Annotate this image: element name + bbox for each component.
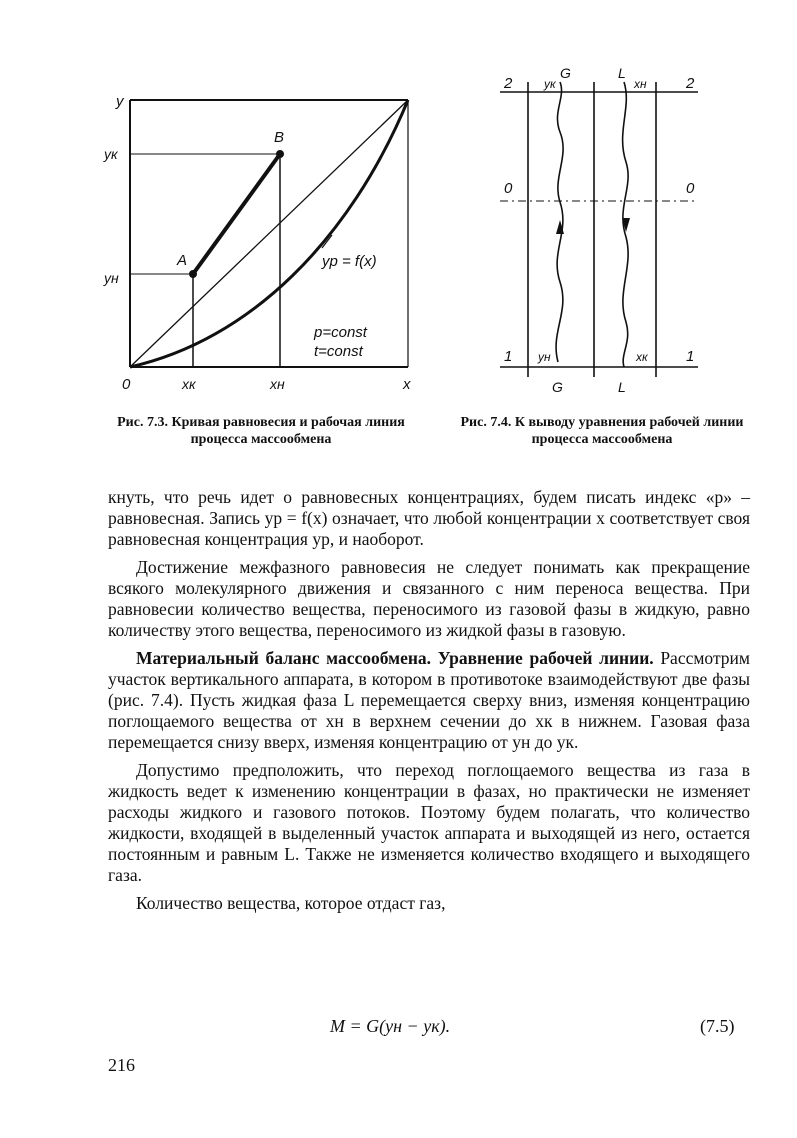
figure-7-3 bbox=[100, 90, 420, 400]
page-number: 216 bbox=[108, 1055, 135, 1075]
label-top-left: 2 bbox=[504, 75, 513, 92]
label-x-axis: x bbox=[403, 376, 411, 393]
label-g-top: G bbox=[560, 65, 571, 81]
label-curve: yр = f(x) bbox=[322, 253, 377, 270]
label-y-axis: y bbox=[116, 93, 124, 110]
figure-7-3-caption: Рис. 7.3. Кривая равновесия и рабочая линия процесса массообмена bbox=[117, 415, 405, 447]
label-bot-left: 1 bbox=[504, 348, 513, 365]
label-mid-right: 0 bbox=[686, 180, 695, 197]
label-origin: 0 bbox=[122, 376, 131, 393]
label-g-bottom: G bbox=[552, 379, 563, 395]
label-xn: xн bbox=[270, 376, 285, 392]
label-p-const: p=const bbox=[314, 324, 367, 341]
working-line bbox=[193, 154, 280, 274]
label-xn: xн bbox=[634, 77, 647, 91]
label-mid-left: 0 bbox=[504, 180, 513, 197]
body-text bbox=[108, 487, 750, 921]
figure-7-4-caption: Рис. 7.4. К выводу уравнения рабочей линии процесса массообмена bbox=[460, 415, 744, 447]
label-yn: yн bbox=[538, 350, 551, 364]
paragraph-5: Количество вещества, которое отдаст газ, bbox=[136, 893, 446, 913]
figure-7-3-svg bbox=[100, 90, 420, 400]
label-yn: yн bbox=[104, 270, 119, 286]
figure-7-4 bbox=[490, 62, 715, 398]
label-yk: yк bbox=[544, 77, 556, 91]
paragraph-3-text: Рассмотрим участок вертикального аппарата, в котором в противотоке взаимодействуют две фазы (рис. 7.4). Пусть жидкая фаза L перемещается сверху вниз, изменяя концентрацию поглощаемого вещества от xн в верхнем сечении до xк в нижнем. Газовая фаза перемещается снизу вверх, изменяя концентрацию от yн до yк. bbox=[108, 648, 750, 752]
paragraph-2: Достижение межфазного равновесия не следует понимать как прекращение всякого молекулярного движения и связанного с ним переноса вещества. При равновесии количество вещества, переносимого из газовой фазы в жидкую, равно количеству этого вещества, переносимого из жидкой фазы в газовую. bbox=[108, 557, 750, 640]
label-top-right: 2 bbox=[686, 75, 695, 92]
paragraph-1: кнуть, что речь идет о равновесных концентрациях, будем писать индекс «р» – равновесная. Запись yр = f(x) означает, что любой концентрации x соответствует своя равновесная концентрация yр, и наоборот. bbox=[108, 487, 750, 549]
paragraph-3-heading: Материальный баланс массообмена. Уравнение рабочей линии. bbox=[136, 648, 654, 668]
label-bot-right: 1 bbox=[686, 348, 695, 365]
equation-number: (7.5) bbox=[700, 1016, 735, 1036]
label-point-a: A bbox=[177, 252, 188, 269]
label-point-b: B bbox=[274, 129, 285, 146]
figure-7-4-svg bbox=[490, 62, 715, 398]
paragraph-4: Допустимо предположить, что переход поглощаемого вещества из газа в жидкость ведет к изменению концентрации в фазах, но практически не изменяет расходы жидкого и газового потоков. Поэтому будем полагать, что количество жидкости, входящей в выделенный участок аппарата и выходящей из него, остается постоянным и равным L. Также не изменяется количество входящего и выходящего газа. bbox=[108, 760, 750, 885]
formula-7-5: M = G(yн − yк). bbox=[330, 1016, 451, 1036]
label-t-const: t=const bbox=[314, 343, 363, 360]
label-l-bottom: L bbox=[618, 379, 626, 395]
label-yk: yк bbox=[104, 146, 118, 162]
label-l-top: L bbox=[618, 65, 626, 81]
label-xk: xк bbox=[182, 376, 196, 392]
label-xk: xк bbox=[636, 350, 648, 364]
paragraph-3 bbox=[108, 648, 750, 753]
